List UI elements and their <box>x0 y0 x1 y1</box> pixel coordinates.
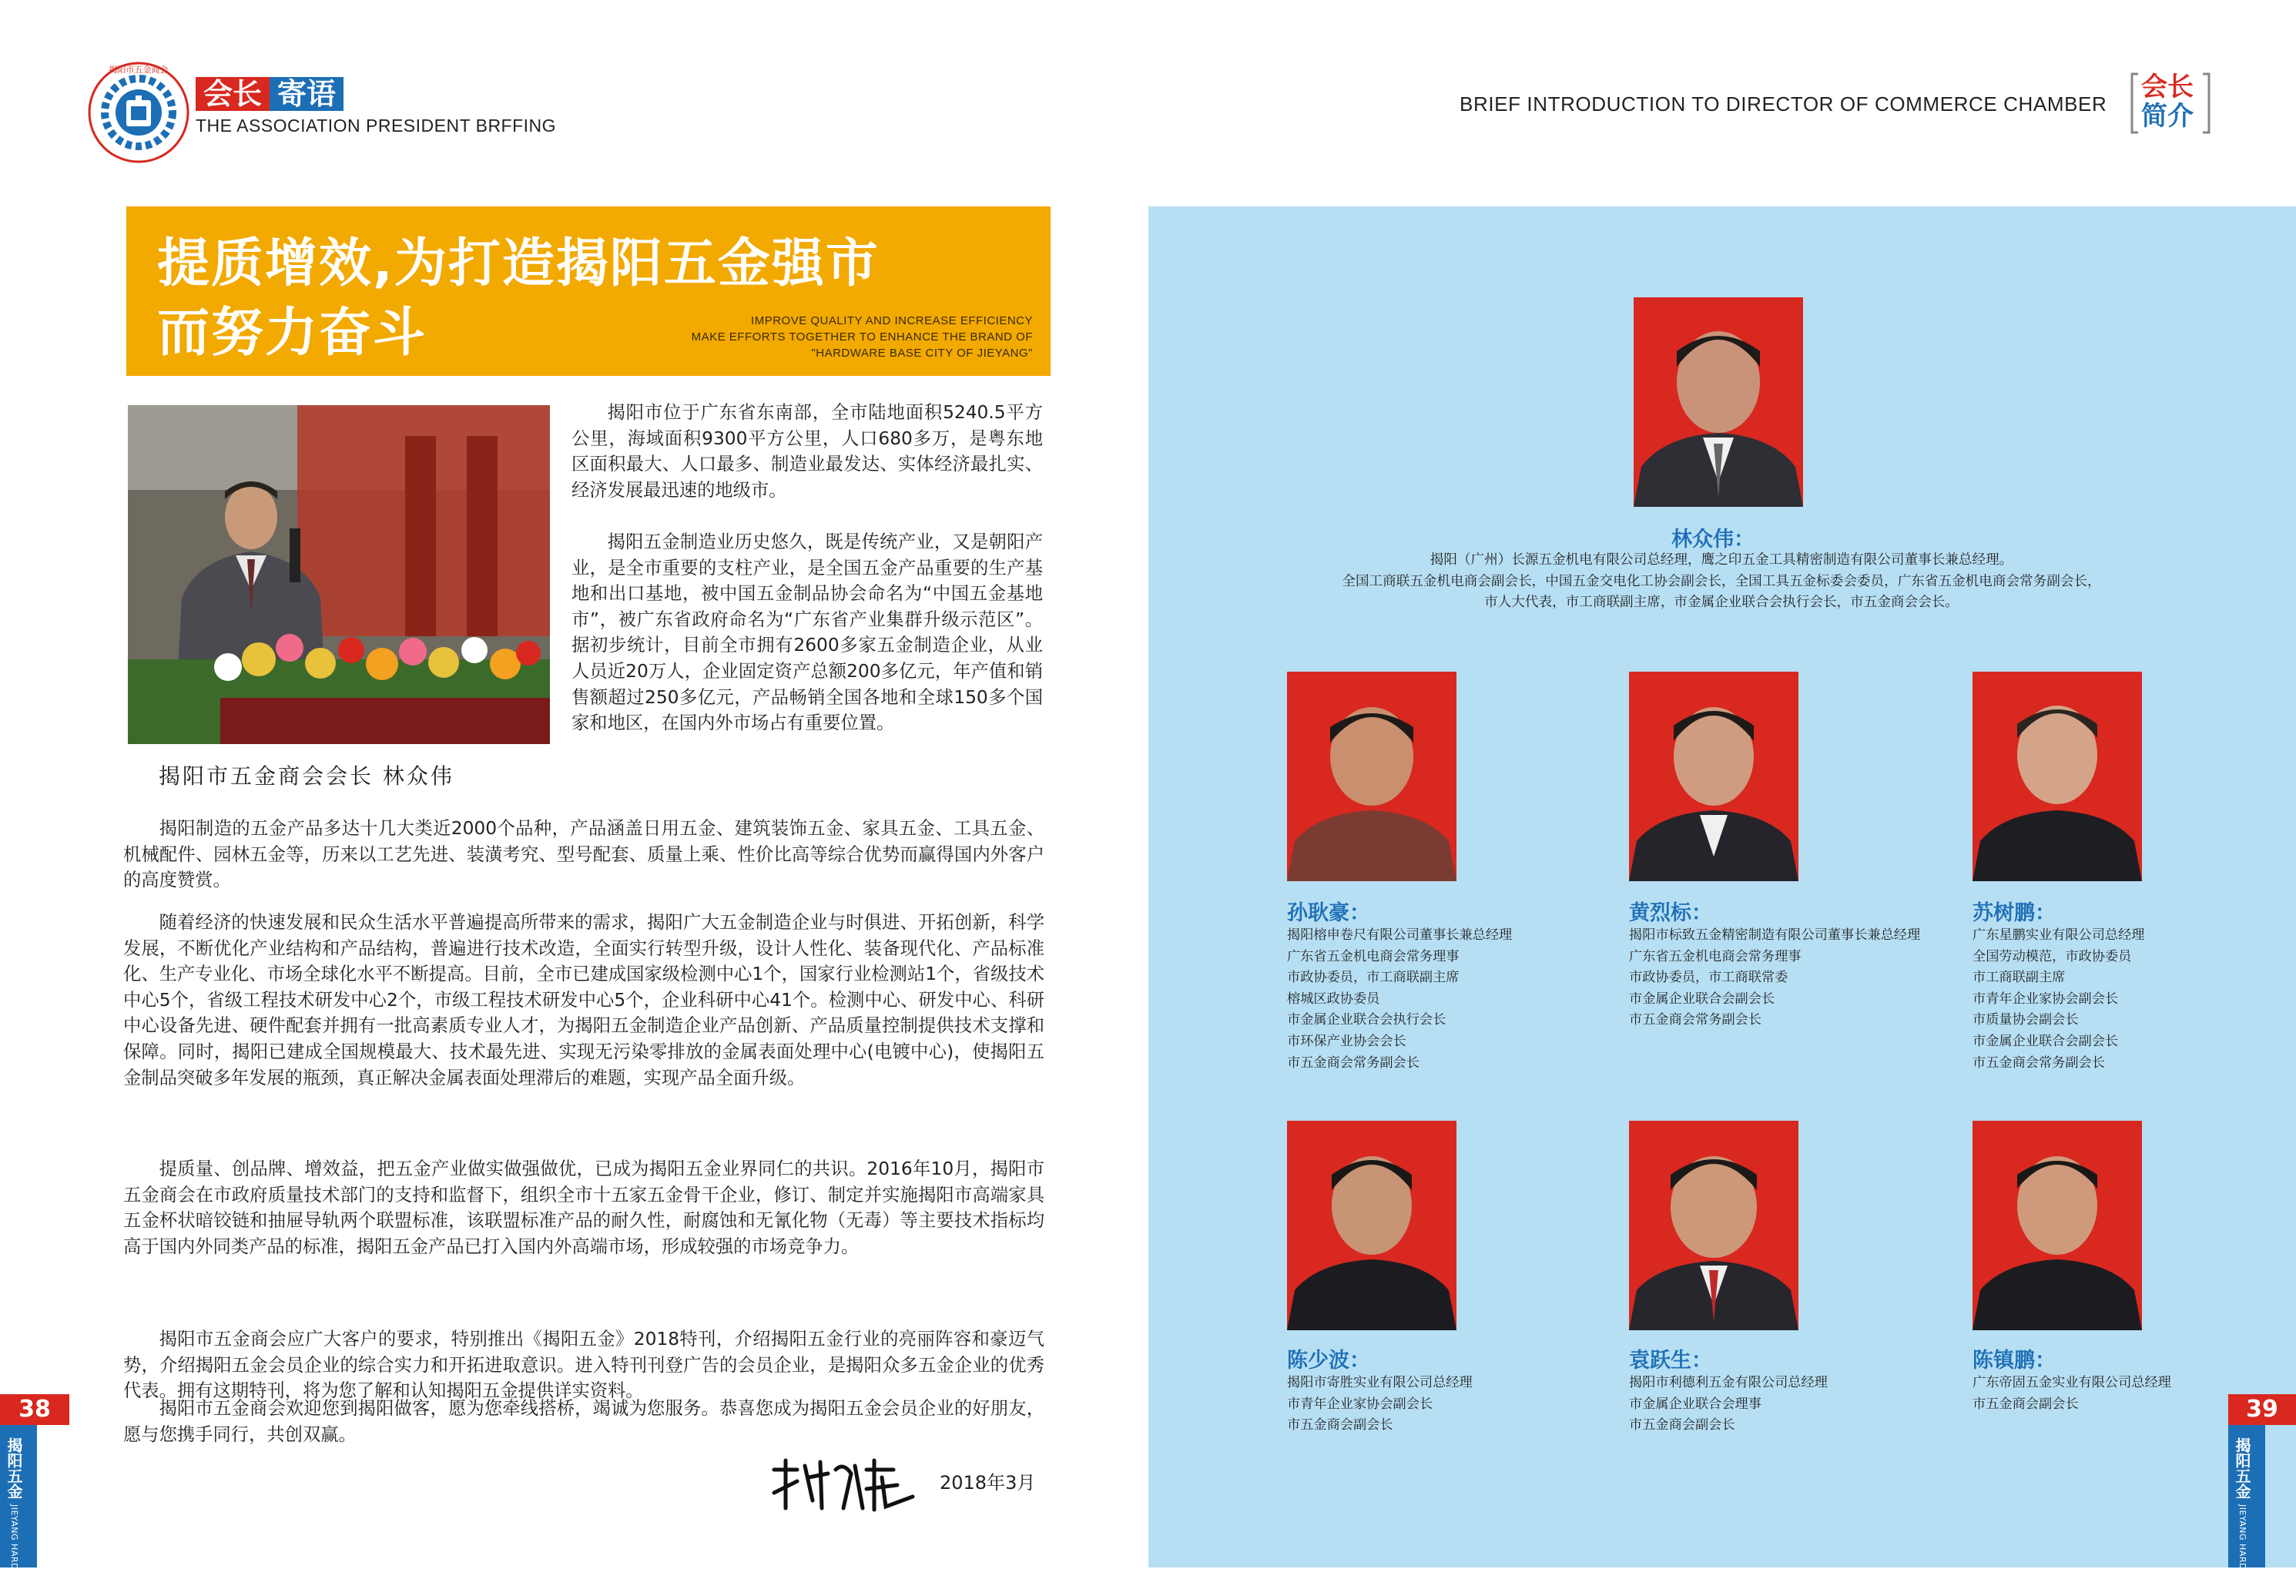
director-desc-huang: 揭阳市标致五金精密制造有限公司董事长兼总经理 广东省五金机电商会常务理事 市政协委员，市工商联常委 市金属企业联合会副会长 市五金商会常务副会长 <box>1629 927 1921 1028</box>
article-paragraph-7: 揭阳市五金商会欢迎您到揭阳做客，愿为您牵线搭桥，竭诚为您服务。恭喜您成为揭阳五金会员企业的好朋友，愿与您携手同行，共创双赢。 <box>123 1398 1044 1445</box>
director-name-sun: 孙耿豪： <box>1287 901 1370 925</box>
portrait-yuan <box>1629 1121 1798 1330</box>
page-number-left: 38 <box>0 1394 69 1425</box>
article-paragraph-6: 揭阳市五金商会应广大客户的要求，特别推出《揭阳五金》2018特刊，介绍揭阳五金行业的亮丽阵容和豪迈气势，介绍揭阳五金会员企业的综合实力和开拓进取意识。进入特刊刊登广告的会员企业，是揭阳众多五金企业的优秀代表。拥有这期特刊，将为您了解和认知揭阳五金提供详实资料。 <box>123 1329 1044 1402</box>
article-title-line1: 提质增效,为打造揭阳五金强市 <box>157 233 880 294</box>
section-subtitle-right: BRIEF INTRODUCTION TO DIRECTOR OF COMMERCE CHAMBER <box>1460 92 2107 116</box>
director-desc-yuan: 揭阳市利德利五金有限公司总经理 市金属企业联合会理事 市五金商会副会长 <box>1629 1375 1828 1433</box>
article-en-subtitle-2: MAKE EFFORTS TOGETHER TO ENHANCE THE BRAND OF <box>691 330 1033 344</box>
article-paragraph-2: 揭阳五金制造业历史悠久，既是传统产业，又是朝阳产业，是全市重要的支柱产业，是全国五金产品重要的生产基地和出口基地，被中国五金制品协会命名为“中国五金基地市”，被广东省政府命名为“广东省产业集群升级示范区”。据初步统计，目前全市拥有2600多家五金制造企业，从业人员近20万人，企业固定资产总额200多亿元，年产值和销售额超过250多亿元，产品畅销全国各地和全球150多个国家和地区，在国内外市场占有重要位置。 <box>571 531 1043 734</box>
portrait-chen-zhenpeng <box>1973 1121 2142 1330</box>
portrait-chen-shaobo <box>1287 1121 1456 1330</box>
article-date: 2018年3月 <box>940 1472 1036 1494</box>
director-name-lin: 林众伟： <box>1671 528 1755 552</box>
handwritten-signature <box>766 1454 920 1516</box>
article-title-line2: 而努力奋斗 <box>157 303 427 364</box>
director-desc-chen-shaobo: 揭阳市寄胜实业有限公司总经理 市青年企业家协会副会长 市五金商会副会长 <box>1287 1375 1473 1433</box>
director-name-chen-shaobo: 陈少波： <box>1287 1349 1370 1373</box>
portrait-huang <box>1629 672 1798 881</box>
section-title-right-line2: 简介 <box>2141 101 2194 132</box>
article-paragraph-1: 揭阳市位于广东省东南部，全市陆地面积5240.5平方公里，海域面积9300平方公里，人口680多万，是粤东地区面积最大、人口最多、制造业最发达、实体经济最扎实、经济发展最迅速的地级市。 <box>571 402 1043 501</box>
article-en-subtitle-1: IMPROVE QUALITY AND INCREASE EFFICIENCY <box>751 314 1033 327</box>
director-name-yuan: 袁跃生： <box>1629 1349 1712 1373</box>
chamber-logo <box>86 60 191 165</box>
article-paragraph-5: 提质量、创品牌、增效益，把五金产业做实做强做优，已成为揭阳五金业界同仁的共识。2016年10月，揭阳市五金商会在市政府质量技术部门的支持和监督下，组织全市十五家五金骨干企业，修订、制定并实施揭阳市高端家具五金杯状暗铰链和抽屉导轨两个联盟标准，该联盟标准产品的耐久性，耐腐蚀和无氰化物（无毒）等主要技术指标均高于国内外同类产品的标准，揭阳五金产品已打入国内外高端市场，形成较强的市场竞争力。 <box>123 1158 1044 1257</box>
director-name-su: 苏树鹏： <box>1973 901 2056 925</box>
logo-ring-text: 揭阳市五金商会 <box>109 65 169 75</box>
director-desc-line: 全国工商联五金机电商会副会长，中国五金交电化工协会副会长，全国工具五金标委会委员，广东省五金机电商会常务副会长， <box>1342 573 2101 589</box>
section-title-left <box>196 77 344 111</box>
director-desc-lin <box>1225 550 2218 614</box>
photo-caption: 揭阳市五金商会会长 林众伟 <box>159 763 454 789</box>
page-tab-left <box>0 1394 51 1596</box>
section-title-right-line1: 会长 <box>2141 72 2194 102</box>
director-name-chen-zhenpeng: 陈镇鹏： <box>1973 1349 2056 1373</box>
director-desc-su: 广东星鹏实业有限公司总经理 全国劳动模范，市政协委员 市工商联副主席 市青年企业家协会副会长 市质量协会副会长 市金属企业联合会副会长 市五金商会常务副会长 <box>1973 927 2145 1071</box>
section-subtitle-left: THE ASSOCIATION PRESIDENT BRFFING <box>196 116 557 136</box>
section-title-part2: 寄语 <box>270 77 344 111</box>
director-desc-line: 市人大代表，市工商联副主席，市金属企业联合会执行会长，市五金商会会长。 <box>1484 595 1959 611</box>
magazine-label-right: 揭阳五金 JIEYANG HARDWARE <box>2233 1437 2251 1596</box>
director-desc-line: 揭阳（广州）长源五金机电有限公司总经理，鹰之印五金工具精密制造有限公司董事长兼总经理。 <box>1430 552 2013 568</box>
president-speech-photo <box>128 405 550 744</box>
article-paragraph-4: 随着经济的快速发展和民众生活水平普遍提高所带来的需求，揭阳广大五金制造企业与时俱进、开拓创新，科学发展，不断优化产业结构和产品结构，普遍进行技术改造，全面实行转型升级，设计人性化、装备现代化、产品标准化、生产专业化、市场全球化水平不断提高。目前，全市已建成国家级检测中心1个，国家行业检测站1个，省级技术中心5个，省级工程技术研发中心2个，市级工程技术研发中心5个，企业科研中心41个。检测中心、研发中心、科研中心设备先进、硬件配套并拥有一批高素质专业人才，为揭阳五金制造企业产品创新、产品质量控制提供技术支撑和保障。同时，揭阳已建成全国规模最大、技术最先进、实现无污染零排放的金属表面处理中心(电镀中心)，使揭阳五金制品突破多年发展的瓶颈，真正解决金属表面处理滞后的难题，实现产品全面升级。 <box>123 912 1044 1088</box>
director-desc-chen-zhenpeng: 广东帝固五金实业有限公司总经理 市五金商会副会长 <box>1973 1375 2171 1412</box>
portrait-sun <box>1287 672 1456 881</box>
article-paragraph-3: 揭阳制造的五金产品多达十几大类近2000个品种，产品涵盖日用五金、建筑装饰五金、家具五金、工具五金、机械配件、园林五金等，历来以工艺先进、装潢考究、型号配套、质量上乘、性价比高等综合优势而赢得国内外客户的高度赞赏。 <box>123 818 1044 891</box>
page-tab-right <box>2228 1394 2278 1596</box>
page-number-right: 39 <box>2228 1394 2296 1425</box>
director-name-huang: 黄烈标： <box>1629 901 1712 925</box>
portrait-su <box>1973 672 2142 881</box>
portrait-lin <box>1634 297 1803 507</box>
magazine-label-left: 揭阳五金 JIEYANG HARDWARE <box>5 1437 23 1596</box>
section-title-part1: 会长 <box>196 77 270 111</box>
article-en-subtitle-3: "HARDWARE BASE CITY OF JIEYANG" <box>811 347 1033 360</box>
section-title-right <box>2130 71 2211 136</box>
director-desc-sun: 揭阳榕申卷尺有限公司董事长兼总经理 广东省五金机电商会常务理事 市政协委员，市工商联副主席 榕城区政协委员 市金属企业联合会执行会长 市环保产业协会会长 市五金商会常务副会长 <box>1287 927 1513 1071</box>
